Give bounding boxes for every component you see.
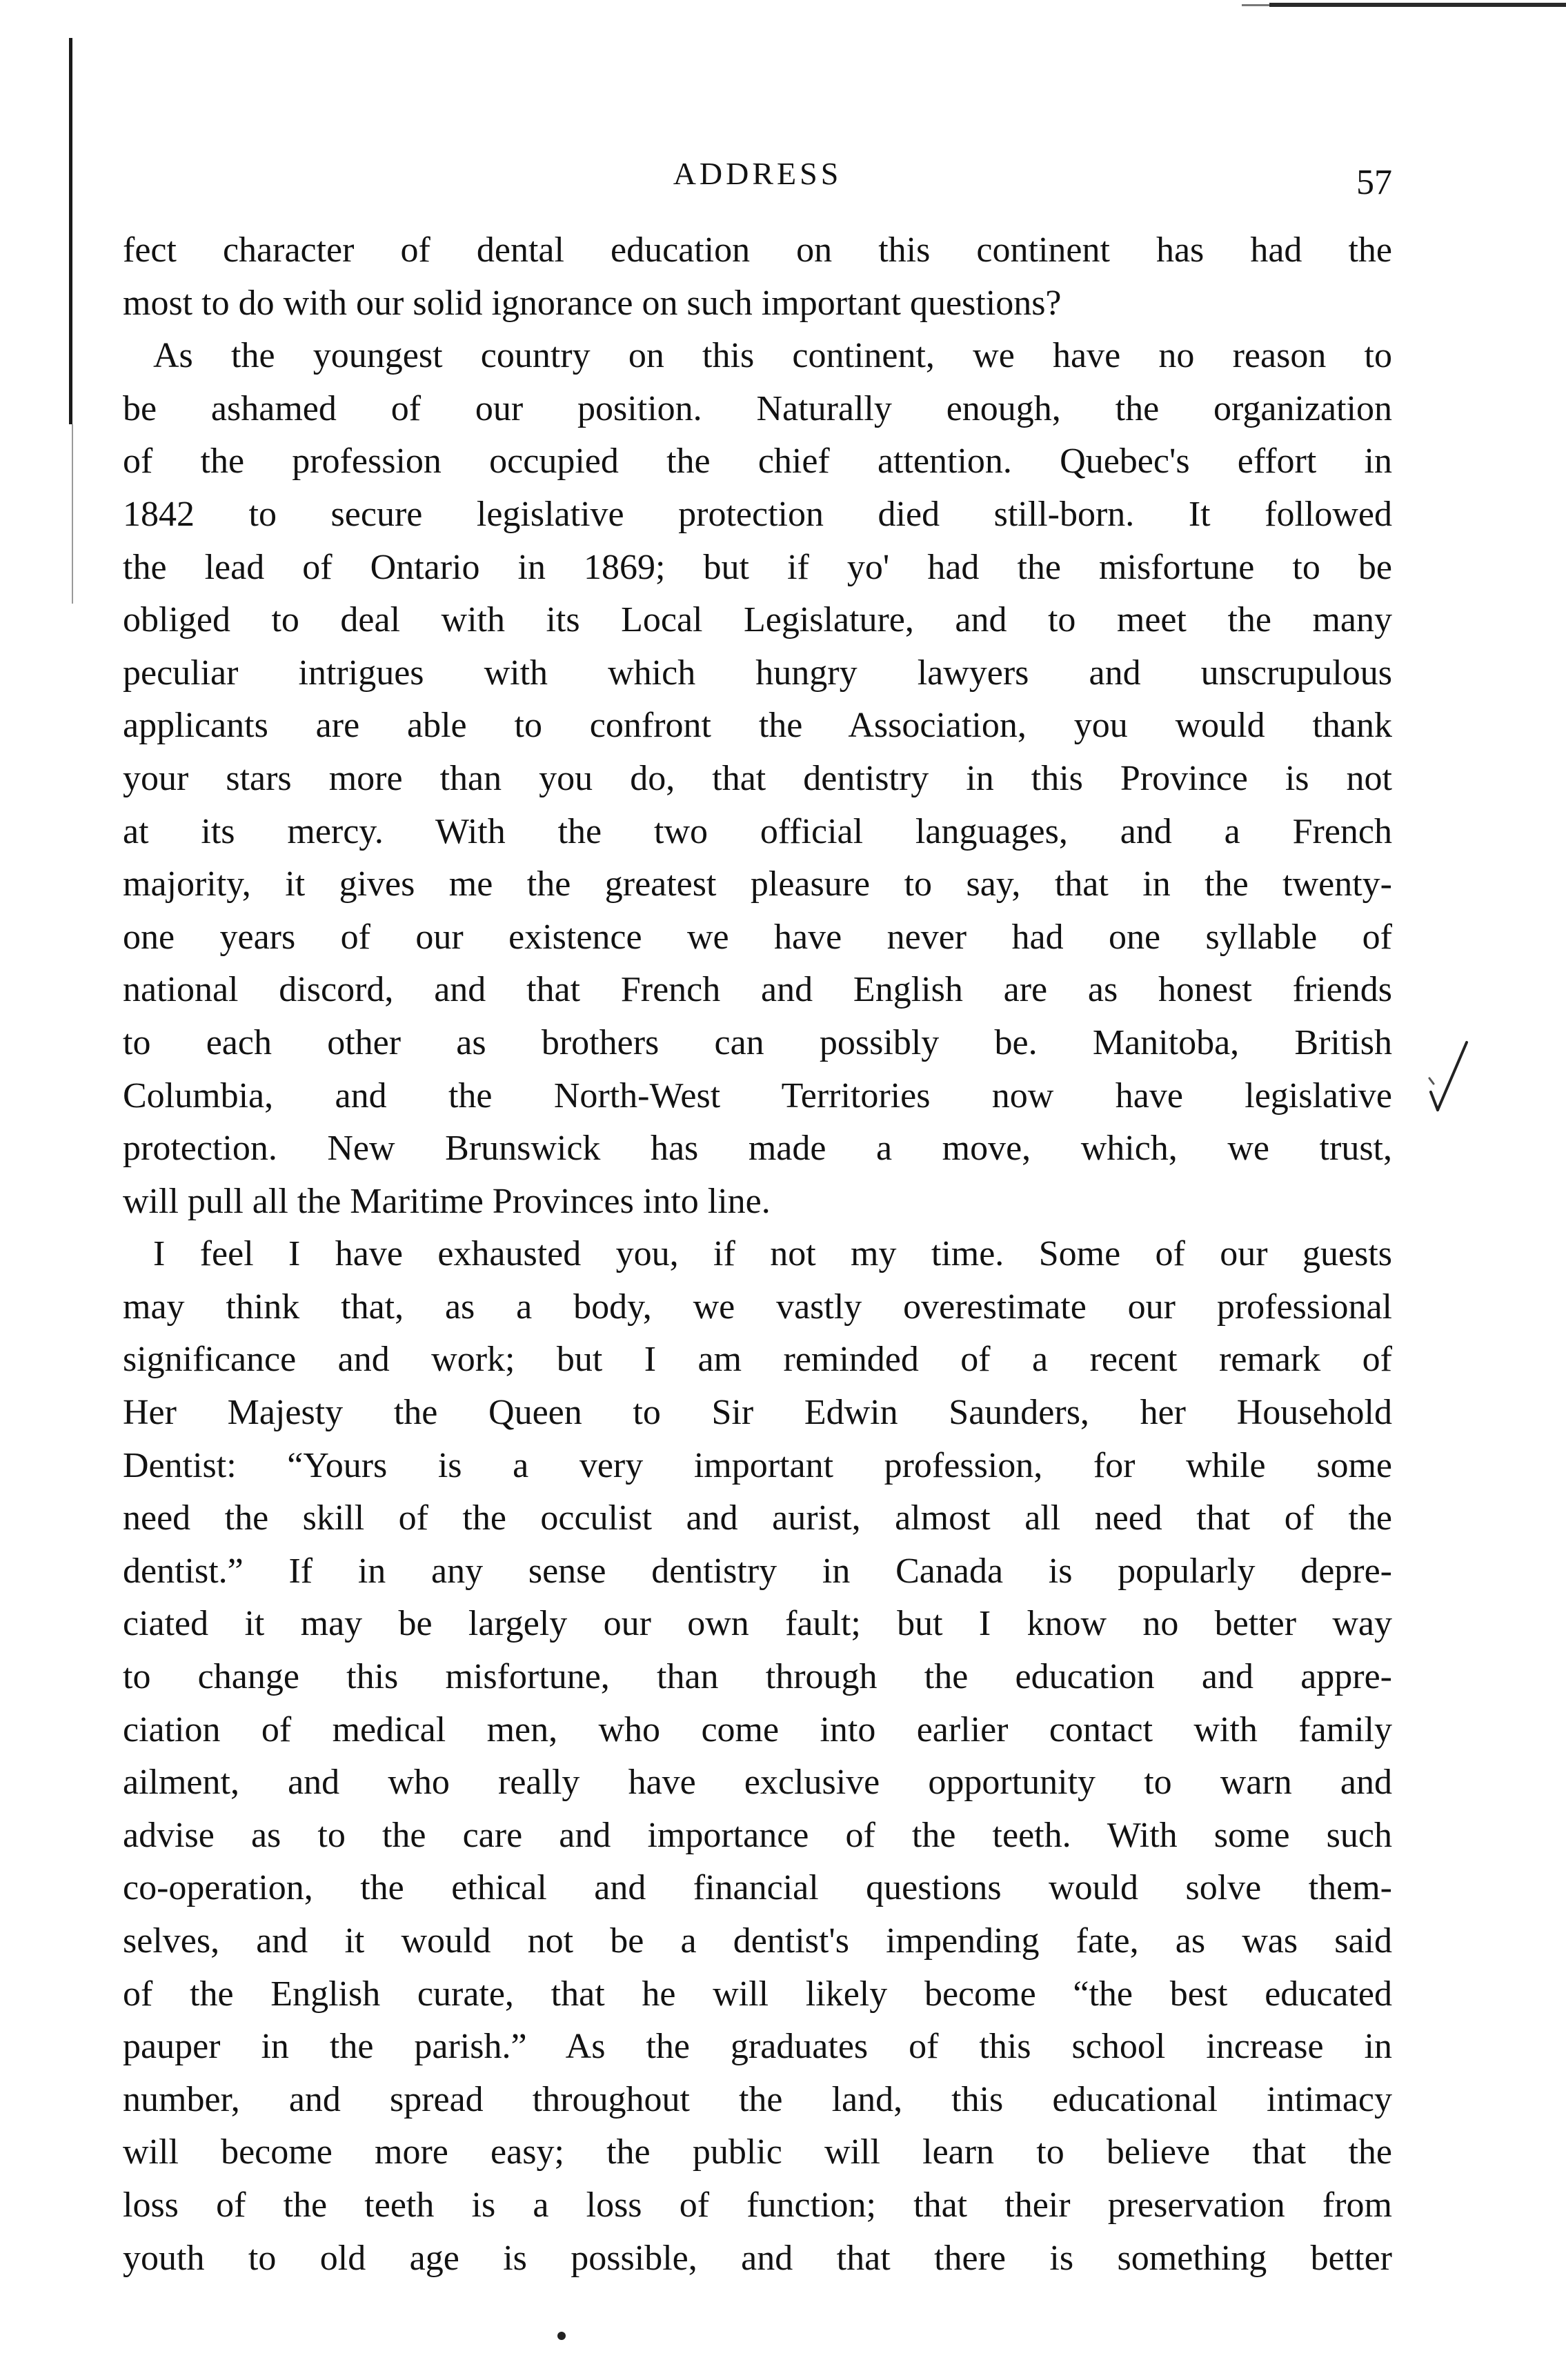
text-line: be ashamed of our position. Naturally enough, the organization — [123, 388, 1392, 428]
text-line: significance and work; but I am reminded of a recent remark of — [123, 1340, 1392, 1380]
text-line: youth to old age is possible, and that there is something better — [123, 2238, 1392, 2278]
text-line: advise as to the care and importance of the teeth. With some such — [123, 1815, 1392, 1855]
text-line: peculiar intrigues with which hungry lawyers and unscrupulous — [123, 653, 1392, 693]
text-line: selves, and it would not be a dentist's impending fate, as was said — [123, 1921, 1392, 1961]
text-line: national discord, and that French and English are as honest friends — [123, 970, 1392, 1010]
scan-edge-line-faint — [72, 424, 73, 604]
page-header — [123, 141, 1392, 204]
scan-top-rule — [1269, 3, 1566, 7]
text-line: pauper in the parish.” As the graduates of this school increase in — [123, 2027, 1392, 2067]
text-line: dentist.” If in any sense dentistry in Canada is popularly depre- — [123, 1551, 1392, 1591]
text-line: majority, it gives me the greatest pleasure to say, that in the twenty- — [123, 864, 1392, 904]
text-line: fect character of dental education on this continent has had the — [123, 230, 1392, 270]
text-line: to change this misfortune, than through the education and appre- — [123, 1657, 1392, 1697]
text-line: obliged to deal with its Local Legislature, and to meet the many — [123, 600, 1392, 640]
text-line: of the English curate, that he will likely become “the best educated — [123, 1974, 1392, 2014]
text-line: applicants are able to confront the Association, you would thank — [123, 706, 1392, 746]
text-line: As the youngest country on this continent, we have no reason to — [153, 336, 1392, 376]
text-line: Dentist: “Yours is a very important profession, for while some — [123, 1445, 1392, 1485]
text-line: your stars more than you do, that dentistry in this Province is not — [123, 758, 1392, 798]
text-line: may think that, as a body, we vastly overestimate our professional — [123, 1287, 1392, 1327]
text-line: will become more easy; the public will learn to believe that the — [123, 2132, 1392, 2172]
text-line: I feel I have exhausted you, if not my time. Some of our guests — [153, 1234, 1392, 1274]
text-line: of the profession occupied the chief attention. Quebec's effort in — [123, 442, 1392, 482]
text-line: protection. New Brunswick has made a move, which, we trust, — [123, 1129, 1392, 1169]
text-line: number, and spread throughout the land, this educational intimacy — [123, 2079, 1392, 2119]
text-line: the lead of Ontario in 1869; but if yo' had the misfortune to be — [123, 547, 1392, 587]
text-line: loss of the teeth is a loss of function; that their preservation from — [123, 2185, 1392, 2225]
text-line: Columbia, and the North-West Territories now have legislative — [123, 1075, 1392, 1115]
text-line: co-operation, the ethical and financial questions would solve them- — [123, 1868, 1392, 1908]
body-text — [123, 224, 1392, 2285]
page-number: 57 — [1356, 163, 1392, 202]
text-line: will pull all the Maritime Provinces into line. — [123, 1181, 771, 1221]
scan-top-rule-short — [1242, 4, 1269, 6]
text-line: Her Majesty the Queen to Sir Edwin Saunders, her Household — [123, 1393, 1392, 1433]
running-head: ADDRESS — [673, 156, 842, 191]
scan-speck — [557, 2332, 566, 2340]
text-line: one years of our existence we have never had one syllable of — [123, 917, 1392, 957]
text-line: 1842 to secure legislative protection died still-born. It followed — [123, 494, 1392, 534]
pencil-check-mark-icon — [1428, 1038, 1469, 1128]
text-line: to each other as brothers can possibly be. Manitoba, British — [123, 1022, 1392, 1062]
text-line: at its mercy. With the two official languages, and a French — [123, 811, 1392, 851]
text-line: ciated it may be largely our own fault; but I know no better way — [123, 1604, 1392, 1644]
text-line: most to do with our solid ignorance on such important questions? — [123, 283, 1062, 323]
text-line: need the skill of the occulist and aurist, almost all need that of the — [123, 1498, 1392, 1538]
scan-edge-line — [69, 38, 72, 424]
text-line: ailment, and who really have exclusive opportunity to warn and — [123, 1763, 1392, 1803]
text-line: ciation of medical men, who come into earlier contact with family — [123, 1709, 1392, 1749]
